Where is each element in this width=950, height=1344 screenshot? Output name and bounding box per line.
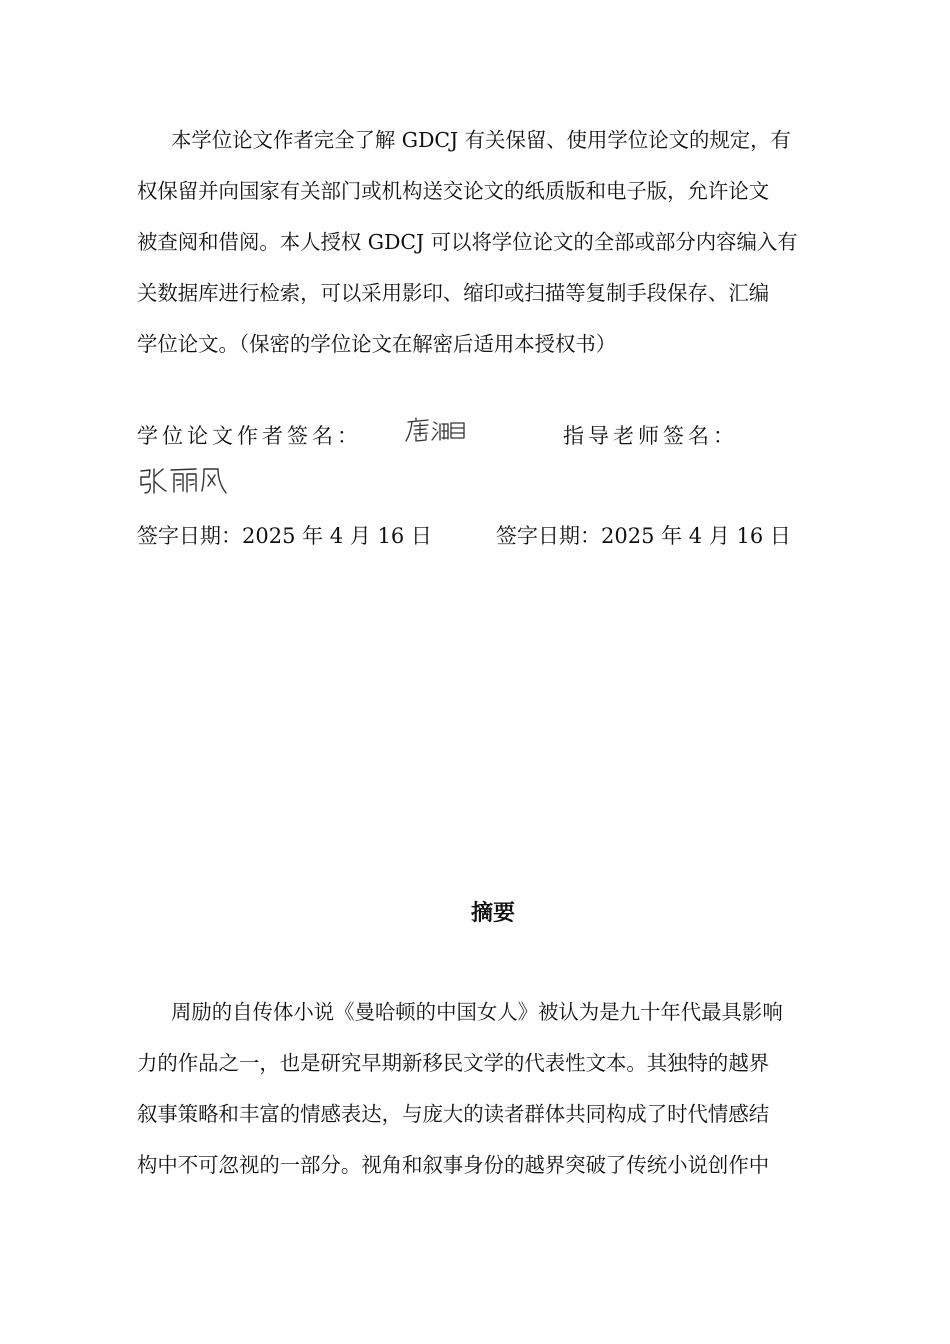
authorization-line: 被查阅和借阅。本人授权 GDCJ 可以将学位论文的全部或部分内容编入有 (137, 230, 798, 254)
authorization-statement (137, 115, 851, 370)
author-handwritten-signature (404, 414, 468, 446)
abstract-heading: 摘要 (470, 901, 515, 926)
abstract-line: 叙事策略和丰富的情感表达，与庞大的读者群体共同构成了时代情感结 (137, 1102, 770, 1126)
authorization-line: 本学位论文作者完全了解 GDCJ 有关保留、使用学位论文的规定，有 (171, 128, 791, 152)
supervisor-signature-date: 签字日期：2025 年 4 月 16 日 (496, 524, 791, 548)
authorization-line: 权保留并向国家有关部门或机构送交论文的纸质版和电子版，允许论文 (137, 179, 770, 203)
supervisor-signature-label: 指导老师签名： (563, 424, 738, 448)
abstract-line: 力的作品之一，也是研究早期新移民文学的代表性文本。其独特的越界 (137, 1051, 770, 1075)
author-signature-date: 签字日期：2025 年 4 月 16 日 (137, 524, 432, 548)
abstract-line: 构中不可忽视的一部分。视角和叙事身份的越界突破了传统小说创作中 (137, 1153, 770, 1177)
abstract-body (137, 987, 851, 1191)
authorization-line: 学位论文。（保密的学位论文在解密后适用本授权书） (137, 332, 617, 356)
authorization-line: 关数据库进行检索，可以采用影印、缩印或扫描等复制手段保存、汇编 (137, 281, 770, 305)
author-signature-label: 学位论文作者签名： (137, 424, 362, 448)
supervisor-handwritten-signature (138, 463, 230, 497)
abstract-line: 周励的自传体小说《曼哈顿的中国女人》被认为是九十年代最具影响 (171, 1000, 783, 1024)
